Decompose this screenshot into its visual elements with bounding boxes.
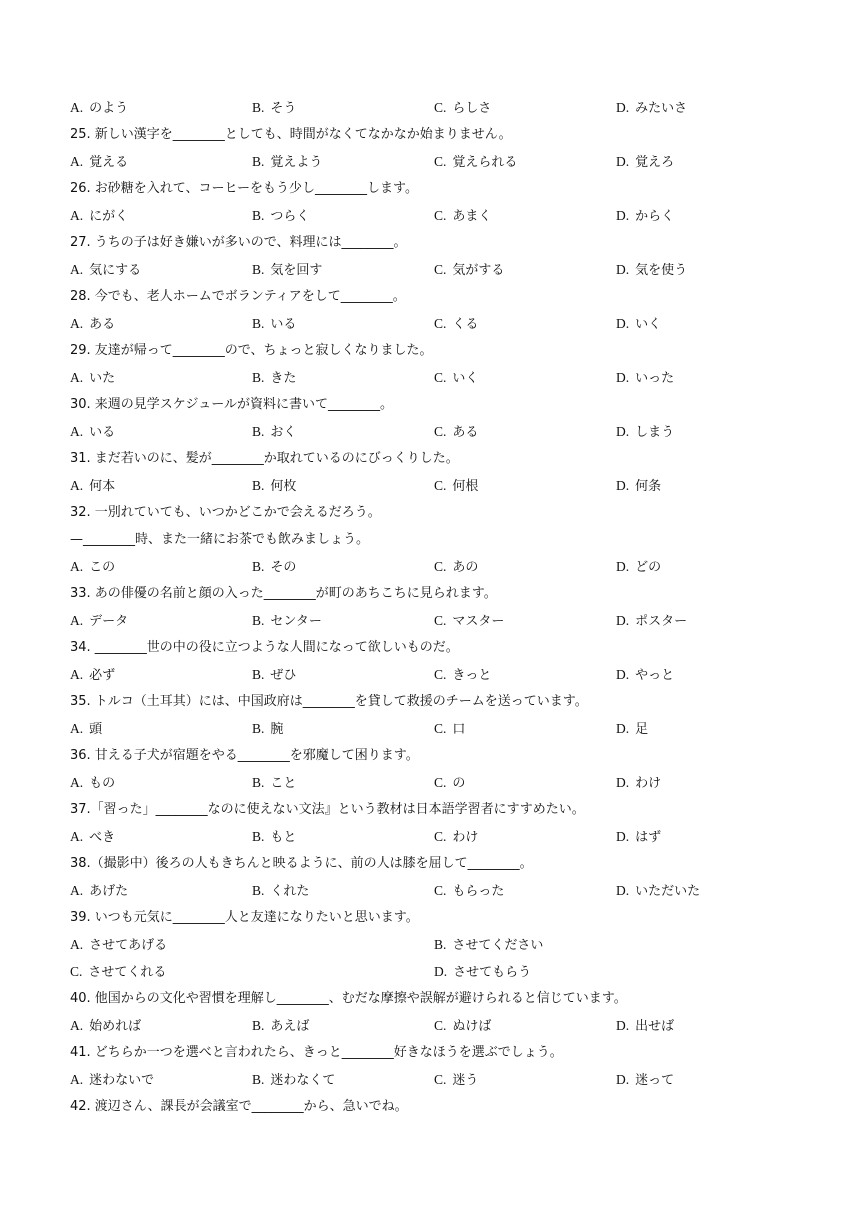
option-text: からく [635, 209, 675, 224]
option-text: させてくれる [88, 965, 167, 980]
question-text [70, 989, 810, 1009]
option-letter: B. [252, 883, 265, 898]
answer-option [252, 881, 309, 902]
option-letter: D. [616, 883, 630, 898]
option-text: おく [270, 425, 297, 440]
answer-option [70, 773, 115, 794]
answer-option [252, 98, 296, 119]
answer-options [70, 719, 810, 739]
answer-option [70, 611, 128, 632]
option-text: にがく [89, 209, 129, 224]
option-letter: B. [252, 154, 265, 169]
answer-options [70, 206, 810, 226]
answer-option [252, 611, 322, 632]
option-text: べき [89, 830, 116, 845]
answer-option [616, 476, 661, 497]
question-stem: 30. 来週の見学スケジュールが資料に書いて________。 [70, 397, 394, 412]
option-letter: D. [616, 721, 630, 736]
option-letter: C. [434, 613, 447, 628]
option-letter: B. [252, 478, 265, 493]
question-text [70, 584, 810, 604]
option-text: 気を使う [635, 263, 688, 278]
option-letter: C. [434, 262, 447, 277]
answer-option [70, 152, 128, 173]
answer-option [252, 260, 322, 281]
option-text: ポスター [635, 614, 688, 629]
option-text: その [270, 560, 297, 575]
question-text [70, 341, 810, 361]
question-stem: 35. トルコ（土耳其）には、中国政府は________を貸して救援のチームを送っています。 [70, 694, 588, 709]
option-letter: A. [70, 937, 84, 952]
option-text: 口 [452, 722, 466, 737]
answer-option [252, 827, 296, 848]
answer-option [70, 1070, 154, 1091]
answer-option [434, 1070, 478, 1091]
answer-option [252, 314, 296, 335]
answer-option [252, 368, 296, 389]
option-letter: D. [616, 478, 630, 493]
answer-option [616, 98, 687, 119]
option-letter: A. [70, 208, 84, 223]
option-letter: A. [70, 775, 84, 790]
answer-options [70, 1070, 810, 1090]
answer-options [70, 260, 810, 280]
question-text [70, 530, 810, 550]
option-text: きた [270, 371, 297, 386]
option-text: みたいさ [635, 101, 688, 116]
option-text: の [452, 776, 466, 791]
answer-option [616, 368, 674, 389]
option-text: あの [452, 560, 479, 575]
question-text [70, 1097, 810, 1117]
question-stem: 29. 友達が帰って________ので、ちょっと寂しくなりました。 [70, 343, 433, 358]
option-text: 迷わなくて [270, 1073, 336, 1088]
answer-option [252, 152, 322, 173]
answer-option [434, 422, 478, 443]
answer-option [252, 773, 296, 794]
option-text: させてもらう [453, 965, 532, 980]
option-letter: D. [616, 1018, 630, 1033]
question-text [70, 125, 810, 145]
option-letter: D. [616, 829, 630, 844]
question-text [70, 233, 810, 253]
option-text: もの [89, 776, 116, 791]
option-letter: A. [70, 667, 84, 682]
option-text: 腕 [270, 722, 284, 737]
answer-option [434, 152, 517, 173]
answer-option [70, 827, 115, 848]
option-letter: A. [70, 1018, 84, 1033]
option-text: どの [635, 560, 662, 575]
answer-option [252, 1016, 309, 1037]
answer-options [70, 773, 810, 793]
option-letter: A. [70, 883, 84, 898]
answer-option [434, 773, 465, 794]
answer-option [616, 152, 674, 173]
option-letter: A. [70, 1072, 84, 1087]
answer-option [70, 314, 115, 335]
option-letter: C. [434, 100, 447, 115]
option-letter: D. [616, 613, 630, 628]
answer-options [70, 962, 810, 982]
option-text: のよう [89, 101, 129, 116]
answer-option [70, 98, 128, 119]
answer-option [70, 719, 102, 740]
answer-options [70, 368, 810, 388]
option-letter: B. [434, 937, 447, 952]
option-text: 迷わないで [89, 1073, 155, 1088]
answer-options [70, 827, 810, 847]
option-letter: C. [434, 478, 447, 493]
option-text: わけ [635, 776, 662, 791]
answer-option [616, 611, 687, 632]
answer-option [434, 206, 491, 227]
answer-option [434, 557, 478, 578]
option-text: しまう [635, 425, 675, 440]
option-text: わけ [452, 830, 479, 845]
question-text [70, 746, 810, 766]
option-text: 何枚 [270, 479, 297, 494]
option-text: つらく [270, 209, 310, 224]
option-text: 頭 [89, 722, 103, 737]
question-text [70, 692, 810, 712]
option-letter: B. [252, 100, 265, 115]
option-letter: C. [70, 964, 83, 979]
option-text: 迷う [452, 1073, 479, 1088]
answer-option [70, 422, 115, 443]
question-text [70, 503, 810, 523]
answer-option [434, 260, 504, 281]
option-letter: C. [434, 829, 447, 844]
option-letter: B. [252, 667, 265, 682]
answer-option [70, 557, 115, 578]
answer-option [70, 206, 128, 227]
answer-option [70, 476, 115, 497]
option-text: 覚えられる [452, 155, 518, 170]
answer-option [434, 719, 465, 740]
option-text: いった [635, 371, 675, 386]
option-letter: D. [616, 667, 630, 682]
option-text: 覚えろ [635, 155, 675, 170]
option-letter: D. [616, 559, 630, 574]
answer-option [616, 314, 661, 335]
option-letter: D. [434, 964, 448, 979]
option-letter: C. [434, 883, 447, 898]
option-text: いく [452, 371, 479, 386]
option-text: 気を回す [270, 263, 323, 278]
question-text [70, 179, 810, 199]
answer-options [70, 881, 810, 901]
option-text: 何条 [635, 479, 662, 494]
option-text: らしさ [452, 101, 492, 116]
option-letter: D. [616, 1072, 630, 1087]
answer-option [70, 962, 166, 983]
option-letter: B. [252, 829, 265, 844]
option-letter: B. [252, 1072, 265, 1087]
option-text: 覚えよう [270, 155, 323, 170]
question-text [70, 395, 810, 415]
question-stem: 27. うちの子は好き嫌いが多いので、料理には________。 [70, 235, 407, 250]
question-stem: 26. お砂糖を入れて、コーヒーをもう少し________します。 [70, 181, 418, 196]
question-stem: 41. どちらか一つを選べと言われたら、きっと________好きなほうを選ぶでしょう。 [70, 1045, 563, 1060]
option-letter: D. [616, 424, 630, 439]
option-letter: C. [434, 559, 447, 574]
answer-option [434, 314, 478, 335]
option-text: そう [270, 101, 297, 116]
option-text: 出せば [635, 1019, 675, 1034]
answer-option [616, 1016, 674, 1037]
answer-options [70, 557, 810, 577]
option-letter: B. [252, 1018, 265, 1033]
answer-option [434, 881, 504, 902]
option-letter: B. [252, 721, 265, 736]
answer-option [616, 665, 674, 686]
question-text [70, 638, 810, 658]
question-text [70, 1043, 810, 1063]
option-text: 必ず [89, 668, 116, 683]
answer-option [616, 557, 661, 578]
answer-option [252, 719, 283, 740]
option-text: あまく [452, 209, 492, 224]
option-letter: C. [434, 1072, 447, 1087]
question-stem: 42. 渡辺さん、課長が会議室で________から、急いでね。 [70, 1099, 408, 1114]
option-text: いた [89, 371, 116, 386]
answer-options [70, 1016, 810, 1036]
answer-options [70, 152, 810, 172]
option-letter: A. [70, 721, 84, 736]
answer-option [434, 98, 491, 119]
option-letter: D. [616, 316, 630, 331]
option-text: データ [89, 614, 129, 629]
option-text: 足 [635, 722, 649, 737]
option-letter: B. [252, 775, 265, 790]
option-text: きっと [452, 668, 492, 683]
answer-option [252, 1070, 335, 1091]
option-letter: A. [70, 613, 84, 628]
answer-option [70, 665, 115, 686]
option-letter: B. [252, 208, 265, 223]
question-text [70, 908, 810, 928]
answer-option [70, 368, 115, 389]
option-text: 何本 [89, 479, 116, 494]
answer-option [616, 206, 674, 227]
option-text: ある [452, 425, 479, 440]
answer-options [70, 314, 810, 334]
answer-option [70, 1016, 141, 1037]
option-letter: B. [252, 316, 265, 331]
option-letter: C. [434, 1018, 447, 1033]
option-letter: A. [70, 100, 84, 115]
option-text: やっと [635, 668, 675, 683]
option-text: センター [270, 614, 322, 629]
answer-option [616, 422, 674, 443]
question-stem: 31. まだ若いのに、髪が________か取れているのにびっくりした。 [70, 451, 459, 466]
option-letter: B. [252, 559, 265, 574]
answer-option [252, 206, 309, 227]
option-text: あげた [89, 884, 129, 899]
option-letter: C. [434, 208, 447, 223]
option-text: ぜひ [270, 668, 297, 683]
question-text [70, 800, 810, 820]
option-text: マスター [452, 614, 505, 629]
option-text: もと [270, 830, 297, 845]
answer-options [70, 476, 810, 496]
option-letter: A. [70, 424, 84, 439]
option-letter: A. [70, 478, 84, 493]
option-letter: D. [616, 208, 630, 223]
option-text: ある [89, 317, 116, 332]
option-letter: A. [70, 559, 84, 574]
option-text: くれた [270, 884, 310, 899]
question-stem: 28. 今でも、老人ホームでボランティアをして________。 [70, 289, 406, 304]
answer-option [70, 260, 141, 281]
option-letter: A. [70, 154, 84, 169]
question-stem: 36. 甘える子犬が宿題をやる________を邪魔して困ります。 [70, 748, 419, 763]
answer-options [70, 935, 810, 955]
option-text: もらった [452, 884, 505, 899]
option-text: はず [635, 830, 662, 845]
option-text: ぬけば [452, 1019, 492, 1034]
option-letter: C. [434, 316, 447, 331]
question-stem: 40. 他国からの文化や習慣を理解し________、むだな摩擦や誤解が避けられると信じています。 [70, 991, 627, 1006]
answer-option [252, 557, 296, 578]
option-letter: D. [616, 154, 630, 169]
answer-options [70, 665, 810, 685]
answer-option [434, 1016, 491, 1037]
option-text: この [89, 560, 116, 575]
option-text: させてあげる [89, 938, 168, 953]
answer-option [252, 665, 296, 686]
answer-option [70, 881, 128, 902]
option-text: 何根 [452, 479, 479, 494]
option-text: 覚える [89, 155, 129, 170]
answer-option [616, 773, 661, 794]
option-letter: D. [616, 262, 630, 277]
option-text: こと [270, 776, 297, 791]
option-letter: B. [252, 424, 265, 439]
option-letter: B. [252, 613, 265, 628]
question-stem: 25. 新しい漢字を________としても、時間がなくてなかなか始まりません。 [70, 127, 512, 142]
question-text [70, 449, 810, 469]
option-letter: A. [70, 316, 84, 331]
option-text: 気にする [89, 263, 142, 278]
question-stem: 33. あの俳優の名前と顔の入った________が町のあちこちに見られます。 [70, 586, 497, 601]
answer-option [616, 260, 687, 281]
answer-option [434, 665, 491, 686]
answer-option [616, 1070, 674, 1091]
option-text: くる [452, 317, 479, 332]
answer-option [434, 476, 478, 497]
option-text: あえば [270, 1019, 310, 1034]
answer-option [252, 422, 296, 443]
answer-options [70, 98, 810, 118]
option-text: 気がする [452, 263, 505, 278]
answer-option [616, 719, 648, 740]
answer-option [434, 827, 478, 848]
question-stem: —________時、また一緒にお茶でも飲みましょう。 [70, 532, 370, 547]
question-stem: 39. いつも元気に________人と友達になりたいと思います。 [70, 910, 419, 925]
option-text: 始めれば [89, 1019, 142, 1034]
option-letter: A. [70, 262, 84, 277]
answer-options [70, 611, 810, 631]
question-stem: 37.「習った」________なのに使えない文法』という教材は日本語学習者にすすめたい。 [70, 802, 585, 817]
question-stem: 34. ________世の中の役に立つような人間になって欲しいものだ。 [70, 640, 459, 655]
option-letter: C. [434, 424, 447, 439]
option-letter: C. [434, 775, 447, 790]
answer-options [70, 422, 810, 442]
option-letter: C. [434, 721, 447, 736]
option-letter: A. [70, 370, 84, 385]
question-text [70, 854, 810, 874]
option-text: いく [635, 317, 662, 332]
option-letter: D. [616, 370, 630, 385]
option-text: いただいた [635, 884, 701, 899]
answer-option [434, 368, 478, 389]
option-letter: B. [252, 262, 265, 277]
option-letter: B. [252, 370, 265, 385]
option-text: いる [270, 317, 297, 332]
option-text: いる [89, 425, 116, 440]
option-letter: C. [434, 667, 447, 682]
option-text: 迷って [635, 1073, 675, 1088]
answer-option [616, 827, 661, 848]
question-stem: 32. 一別れていても、いつかどこかで会えるだろう。 [70, 505, 381, 520]
option-letter: C. [434, 154, 447, 169]
option-text: させてください [452, 938, 544, 953]
question-stem: 38.（撮影中）後ろの人もきちんと映るように、前の人は膝を屈して________。 [70, 856, 533, 871]
option-letter: A. [70, 829, 84, 844]
answer-option [434, 935, 543, 956]
answer-option [252, 476, 296, 497]
answer-option [616, 881, 700, 902]
option-letter: D. [616, 100, 630, 115]
option-letter: D. [616, 775, 630, 790]
answer-option [70, 935, 167, 956]
option-letter: C. [434, 370, 447, 385]
answer-option [434, 611, 504, 632]
answer-option [434, 962, 531, 983]
question-text [70, 287, 810, 307]
